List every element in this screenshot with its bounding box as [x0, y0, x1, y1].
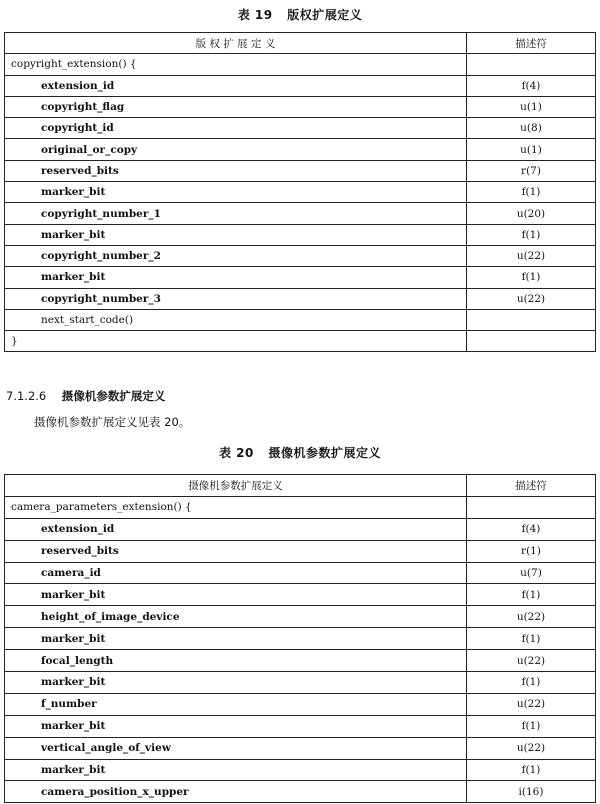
- table-row: [5, 737, 596, 759]
- descriptor-column-header: 描述符: [467, 33, 596, 54]
- table-row: [5, 693, 596, 715]
- table-header-row: [5, 33, 596, 54]
- syntax-cell: height_of_image_device: [5, 606, 467, 628]
- table-row: [5, 309, 596, 330]
- descriptor-cell: u(7): [467, 562, 596, 584]
- table-row: [5, 139, 596, 160]
- table-row: [5, 759, 596, 781]
- syntax-cell: marker_bit: [5, 628, 467, 650]
- table-20-title: 摄像机参数扩展定义: [268, 446, 382, 460]
- table-row: [5, 715, 596, 737]
- table-19-number: 表 19: [237, 8, 273, 22]
- table-20-number: 表 20: [218, 446, 254, 460]
- syntax-cell: camera_id: [5, 562, 467, 584]
- table-row: [5, 781, 596, 803]
- table-row: [5, 182, 596, 203]
- table-19-title: 版权扩展定义: [287, 8, 363, 22]
- table-row: [5, 267, 596, 288]
- syntax-cell: reserved_bits: [5, 540, 467, 562]
- table-row: [5, 203, 596, 224]
- syntax-cell: copyright_number_2: [5, 245, 467, 266]
- table-19-caption: [0, 8, 600, 22]
- descriptor-cell: f(1): [467, 672, 596, 694]
- descriptor-cell: u(8): [467, 118, 596, 139]
- table-row: [5, 496, 596, 518]
- descriptor-cell: f(4): [467, 75, 596, 96]
- syntax-cell: camera_position_x_upper: [5, 781, 467, 803]
- camera-parameters-extension-table: [4, 474, 596, 803]
- descriptor-cell: u(22): [467, 737, 596, 759]
- descriptor-cell: f(1): [467, 267, 596, 288]
- table-row: [5, 331, 596, 352]
- descriptor-cell: i(16): [467, 781, 596, 803]
- table-row: [5, 245, 596, 266]
- syntax-cell: copyright_flag: [5, 96, 467, 117]
- descriptor-cell: f(1): [467, 224, 596, 245]
- descriptor-cell: u(22): [467, 288, 596, 309]
- syntax-cell: marker_bit: [5, 759, 467, 781]
- table-row: [5, 118, 596, 139]
- table-row: [5, 96, 596, 117]
- syntax-cell: copyright_extension() {: [5, 54, 467, 75]
- descriptor-cell: [467, 496, 596, 518]
- descriptor-cell: u(22): [467, 693, 596, 715]
- descriptor-cell: f(1): [467, 759, 596, 781]
- table-header-row: [5, 475, 596, 497]
- syntax-cell: copyright_id: [5, 118, 467, 139]
- syntax-cell: marker_bit: [5, 672, 467, 694]
- descriptor-cell: u(22): [467, 245, 596, 266]
- syntax-cell: copyright_number_3: [5, 288, 467, 309]
- syntax-cell: original_or_copy: [5, 139, 467, 160]
- syntax-cell: extension_id: [5, 75, 467, 96]
- descriptor-cell: f(1): [467, 584, 596, 606]
- descriptor-cell: u(22): [467, 650, 596, 672]
- syntax-cell: f_number: [5, 693, 467, 715]
- syntax-cell: }: [5, 331, 467, 352]
- descriptor-cell: f(4): [467, 518, 596, 540]
- descriptor-cell: u(22): [467, 606, 596, 628]
- syntax-column-header: 摄像机参数扩展定义: [5, 475, 467, 497]
- section-title: 摄像机参数扩展定义: [61, 389, 166, 403]
- section-paragraph: 摄像机参数扩展定义见表 20。: [34, 415, 191, 429]
- table-row: [5, 518, 596, 540]
- syntax-cell: camera_parameters_extension() {: [5, 496, 467, 518]
- table-row: [5, 672, 596, 694]
- table-row: [5, 650, 596, 672]
- descriptor-cell: f(1): [467, 628, 596, 650]
- descriptor-cell: f(1): [467, 182, 596, 203]
- table-row: [5, 54, 596, 75]
- table-row: [5, 224, 596, 245]
- syntax-cell: reserved_bits: [5, 160, 467, 181]
- table-row: [5, 606, 596, 628]
- descriptor-cell: u(1): [467, 96, 596, 117]
- syntax-cell: copyright_number_1: [5, 203, 467, 224]
- syntax-cell: extension_id: [5, 518, 467, 540]
- descriptor-column-header: 描述符: [467, 475, 596, 497]
- table-20-caption: [0, 446, 600, 460]
- table-row: [5, 584, 596, 606]
- descriptor-cell: u(1): [467, 139, 596, 160]
- syntax-cell: marker_bit: [5, 584, 467, 606]
- descriptor-cell: [467, 331, 596, 352]
- descriptor-cell: [467, 309, 596, 330]
- copyright-extension-table: [4, 32, 596, 352]
- syntax-cell: focal_length: [5, 650, 467, 672]
- table-row: [5, 628, 596, 650]
- syntax-cell: marker_bit: [5, 224, 467, 245]
- table-row: [5, 75, 596, 96]
- table-row: [5, 288, 596, 309]
- section-heading: [6, 388, 165, 404]
- syntax-cell: marker_bit: [5, 715, 467, 737]
- syntax-cell: marker_bit: [5, 182, 467, 203]
- descriptor-cell: r(7): [467, 160, 596, 181]
- descriptor-cell: [467, 54, 596, 75]
- syntax-column-header: 版 权 扩 展 定 义: [5, 33, 467, 54]
- section-number: 7.1.2.6: [6, 389, 47, 403]
- table-20-body: [5, 496, 596, 802]
- table-row: [5, 160, 596, 181]
- table-row: [5, 562, 596, 584]
- descriptor-cell: r(1): [467, 540, 596, 562]
- descriptor-cell: f(1): [467, 715, 596, 737]
- table-19-body: [5, 54, 596, 352]
- table-row: [5, 540, 596, 562]
- descriptor-cell: u(20): [467, 203, 596, 224]
- syntax-cell: vertical_angle_of_view: [5, 737, 467, 759]
- syntax-cell: next_start_code(): [5, 309, 467, 330]
- syntax-cell: marker_bit: [5, 267, 467, 288]
